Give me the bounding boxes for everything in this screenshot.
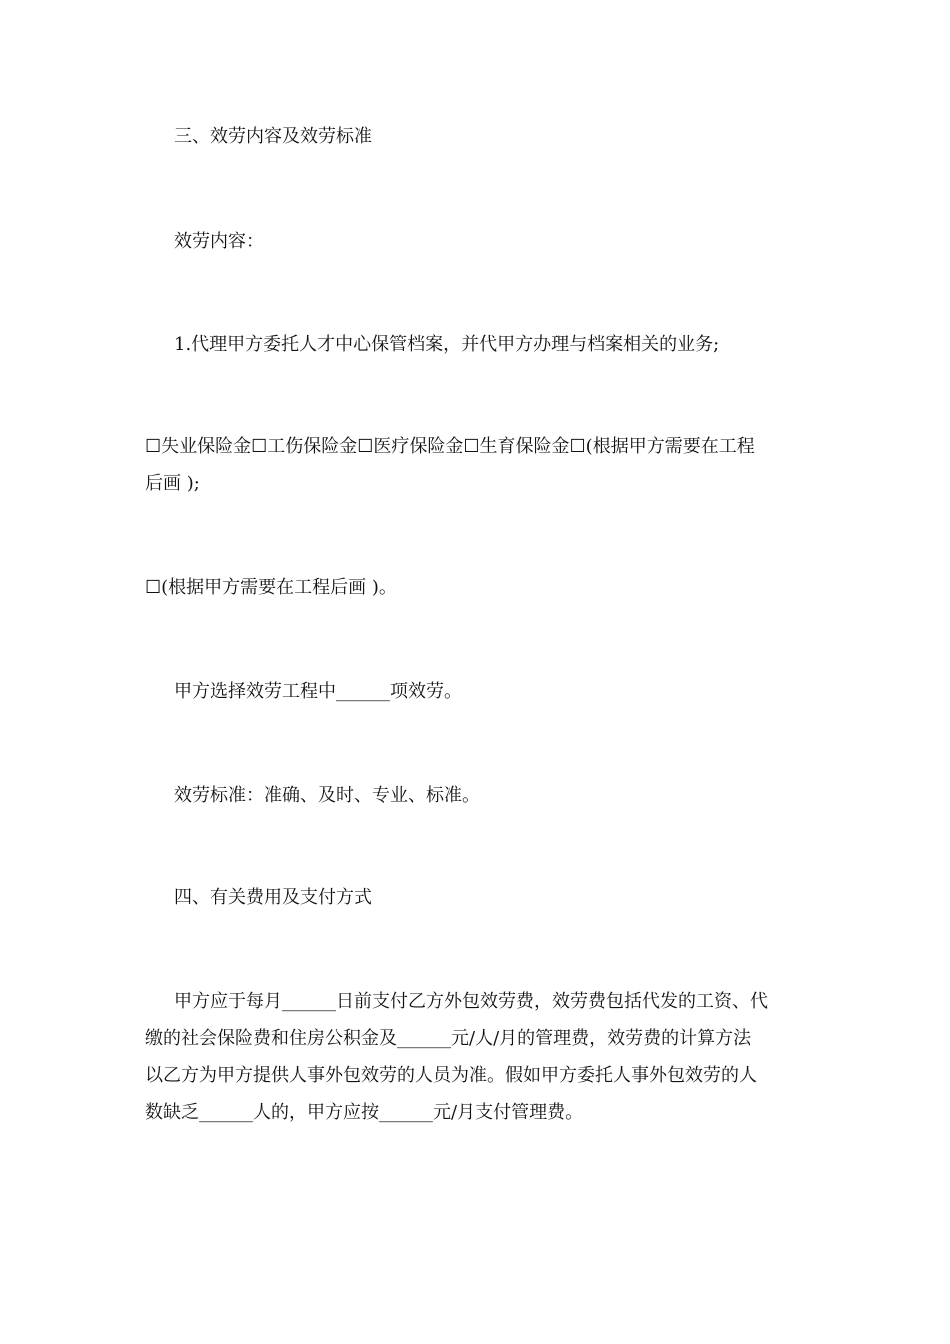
payment-line-1: 甲方应于每月______日前支付乙方外包效劳费，效劳费包括代发的工资、代 (174, 991, 768, 1012)
service-standard-line: 效劳标准：准确、及时、专业、标准。 (174, 785, 480, 806)
payment-line-2: 缴的社会保险费和住房公积金及______元/人/月的管理费，效劳费的计算方法 (145, 1028, 752, 1049)
insurance-options-line-1: ☐失业保险金☐工伤保险金☐医疗保险金☐生育保险金☐(根据甲方需要在工程 (145, 436, 755, 457)
payment-line-3: 以乙方为甲方提供人事外包效劳的人员为准。假如甲方委托人事外包效劳的人 (145, 1065, 757, 1086)
checkbox-option-line: ☐(根据甲方需要在工程后画 )。 (145, 577, 397, 598)
insurance-options-line-2: 后画 ); (145, 473, 200, 494)
payment-paragraph (145, 983, 815, 1131)
payment-line-4: 数缺乏______人的，甲方应按______元/月支付管理费。 (145, 1102, 584, 1123)
section-3-heading: 三、效劳内容及效劳标准 (174, 126, 372, 147)
section-4-heading: 四、有关费用及支付方式 (174, 887, 372, 908)
insurance-options-paragraph (145, 428, 815, 502)
service-item-1: 1.代理甲方委托人才中心保管档案，并代甲方办理与档案相关的业务; (174, 334, 720, 355)
service-selection-line: 甲方选择效劳工程中______项效劳。 (174, 681, 462, 702)
service-content-label: 效劳内容： (174, 231, 264, 252)
